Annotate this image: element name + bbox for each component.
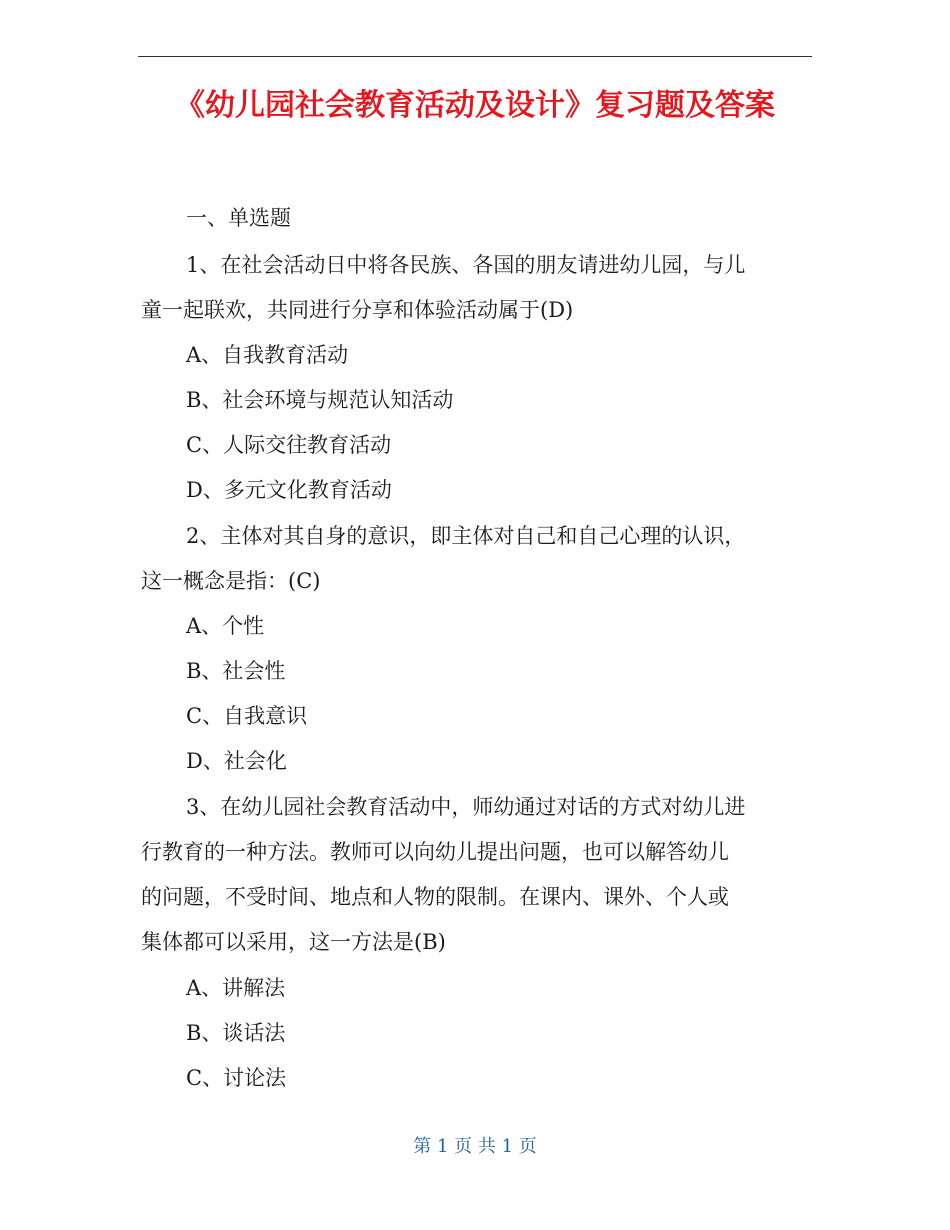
question-3-line-3: 的问题，不受时间、地点和人物的限制。在课内、课外、个人或 [141, 885, 729, 909]
question-3-line-1: 3、在幼儿园社会教育活动中，师幼通过对话的方式对幼儿进 [186, 795, 746, 819]
header-rule [138, 56, 812, 57]
question-2-line-2: 这一概念是指：(C) [141, 569, 321, 593]
question-1-option-c: C、人际交往教育活动 [186, 433, 392, 457]
question-3-option-c: C、讨论法 [186, 1066, 287, 1090]
question-1-option-a: A、自我教育活动 [186, 343, 349, 367]
question-3-line-4: 集体都可以采用，这一方法是(B) [141, 930, 446, 954]
question-2-option-b: B、社会性 [186, 659, 286, 683]
document-title: 《幼儿园社会教育活动及设计》复习题及答案 [175, 88, 775, 123]
question-1-line-2: 童一起联欢，共同进行分享和体验活动属于(D) [141, 298, 574, 322]
question-2-option-a: A、个性 [186, 614, 265, 638]
question-3-option-b: B、谈话法 [186, 1021, 286, 1045]
question-3-line-2: 行教育的一种方法。教师可以向幼儿提出问题，也可以解答幼儿 [141, 840, 729, 864]
question-2-option-d: D、社会化 [186, 749, 287, 773]
question-1-option-b: B、社会环境与规范认知活动 [186, 388, 454, 412]
question-2-line-1: 2、主体对其自身的意识，即主体对自己和自己心理的认识， [186, 524, 746, 548]
page-number-footer: 第 1 页 共 1 页 [413, 1136, 537, 1157]
question-3-option-a: A、讲解法 [186, 976, 286, 1000]
question-1-line-1: 1、在社会活动日中将各民族、各国的朋友请进幼儿园，与儿 [186, 253, 746, 277]
question-1-option-d: D、多元文化教育活动 [186, 478, 392, 502]
question-2-option-c: C、自我意识 [186, 704, 308, 728]
section-heading: 一、单选题 [186, 206, 291, 230]
